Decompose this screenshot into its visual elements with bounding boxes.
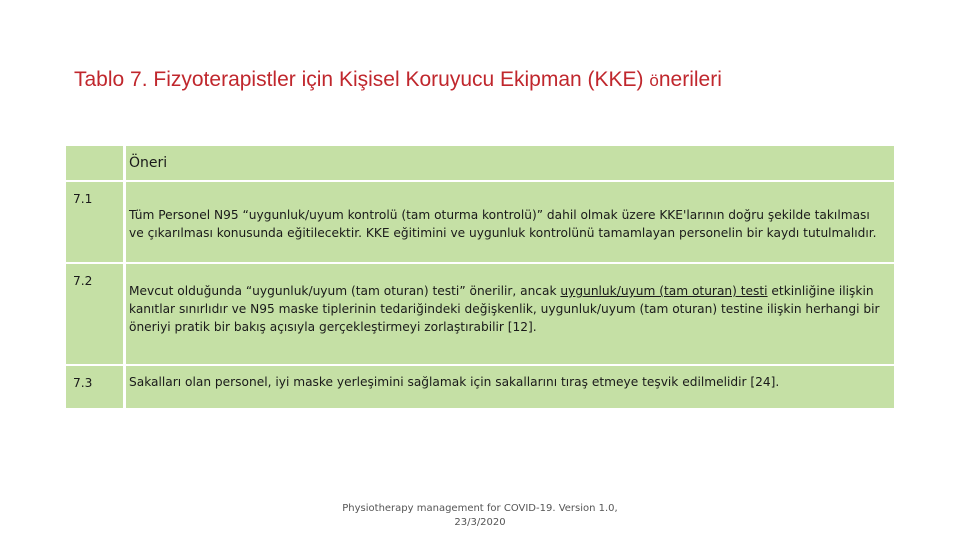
table-header-row bbox=[66, 146, 894, 182]
slide-title bbox=[74, 68, 722, 92]
header-number-cell bbox=[66, 146, 123, 180]
row-number: 7.3 bbox=[66, 366, 123, 408]
table-row bbox=[66, 366, 894, 410]
slide-title-rest: nerileri bbox=[658, 68, 722, 91]
recommendations-table bbox=[66, 146, 894, 410]
row-text-underlined: uygunluk/uyum (tam oturan) testi bbox=[560, 284, 768, 298]
slide-title-main: Tablo 7. Fizyoterapistler için Kişisel Koruyucu Ekipman (KKE) bbox=[74, 68, 650, 91]
row-text: Tüm Personel N95 “uygunluk/uyum kontrolü (tam oturma kontrolü)” dahil olmak üzere KKE'larının doğru şekilde takılması ve çıkarılması konusunda eğitilecektir. KKE eğitimini ve uygunluk kontrolünü tamamlayan personelin bir kaydı tutulmalıdır. bbox=[126, 182, 894, 262]
row-text bbox=[126, 264, 894, 364]
row-text: Sakalları olan personel, iyi maske yerleşimini sağlamak için sakallarını tıraş etmeye teşvik edilmelidir [24]. bbox=[126, 366, 894, 408]
footer-line-2: 23/3/2020 bbox=[454, 517, 506, 528]
slide-title-o: ö bbox=[649, 71, 659, 90]
row-number: 7.2 bbox=[66, 264, 123, 364]
row-number: 7.1 bbox=[66, 182, 123, 262]
row-text-part: Mevcut olduğunda “uygunluk/uyum (tam oturan) testi” önerilir, ancak bbox=[129, 284, 561, 298]
slide-footer bbox=[330, 502, 630, 530]
table-row bbox=[66, 264, 894, 366]
header-recommendation-cell: Öneri bbox=[126, 146, 894, 180]
row-text-part: etkinliğine ilişkin kanıtlar sınırlıdır ve N95 maske tiplerinin tedariğindeki değişkenlik, uygunluk/uyum (tam oturan) testine ilişkin herhangi bir öneriyi pratik bir bakış açısıyla gerçekleştirmeyi zorlaştırabilir [12]. bbox=[129, 284, 880, 334]
footer-line-1: Physiotherapy management for COVID-19. Version 1.0, bbox=[342, 503, 618, 514]
table-row bbox=[66, 182, 894, 264]
